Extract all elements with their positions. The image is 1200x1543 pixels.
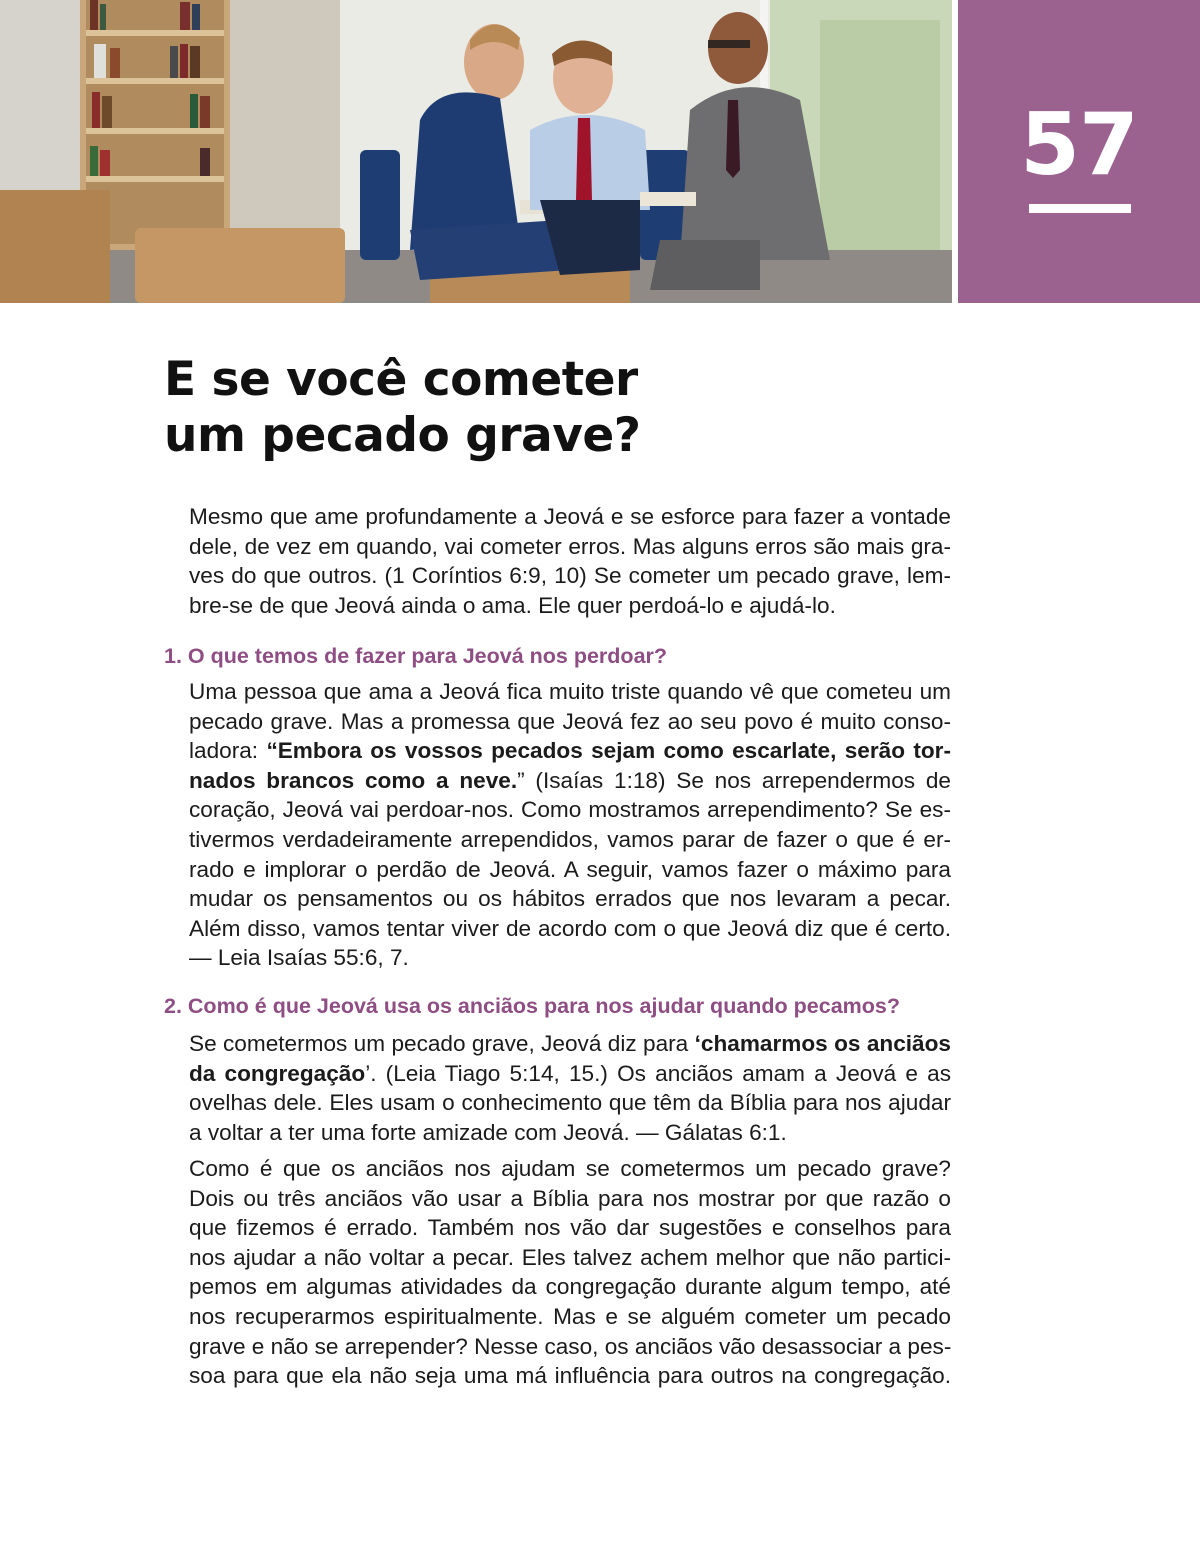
question-heading-2: 2. Como é que Jeová usa os anciãos para nos ajudar quando pecamos? — [164, 994, 900, 1018]
scripture-quote: da congregação — [189, 1060, 366, 1086]
header-photo — [0, 0, 952, 303]
lesson-number: 57 — [1020, 95, 1138, 195]
section1-paragraph — [189, 677, 951, 973]
text-line: pemos em algumas atividades da congregação durante algum tempo, até — [189, 1274, 951, 1300]
page-title — [164, 352, 884, 464]
text-line: Uma pessoa que ama a Jeová fica muito triste quando vê que cometeu um — [189, 679, 951, 704]
scripture-quote: nados brancos como a neve. — [189, 767, 518, 793]
text-line — [189, 766, 951, 796]
text-line: nos recuperarmos espiritualmente. Mas e se alguém cometer um pecado — [189, 1303, 951, 1329]
text-line: Dois ou três anciãos vão usar a Bíblia para nos mostrar por que razão o — [189, 1185, 951, 1211]
text-line: nos ajudar a não voltar a pecar. Eles talvez achem melhor que não partici- — [189, 1244, 951, 1270]
text-run: ’. (Leia Tiago 5:14, 15.) Os anciãos amam a Jeová e as — [365, 1060, 951, 1086]
text-line: Além disso, vamos tentar viver de acordo com o que Jeová diz que é certo. — [189, 915, 951, 941]
scripture-quote: ‘chamarmos os anciãos — [694, 1031, 951, 1056]
title-line: E se você cometer — [164, 352, 638, 407]
text-line: coração, Jeová vai perdoar-nos. Como mostramos arrependimento? Se es- — [189, 797, 951, 823]
text-line: ovelhas dele. Eles usam o conhecimento que têm da Bíblia para nos ajudar — [189, 1090, 951, 1116]
text-line: dele, de vez em quando, vai cometer erros. Mas alguns erros são mais gra- — [189, 533, 951, 559]
section2-paragraph-2 — [189, 1154, 951, 1391]
text-line: ves do que outros. (1 Coríntios 6:9, 10) Se cometer um pecado grave, lem- — [189, 563, 951, 589]
text-line: soa para que ela não seja uma má influência para outros na congregação. — [189, 1363, 951, 1389]
text-run: ” (Isaías 1:18) Se nos arrependermos de — [517, 767, 951, 793]
lesson-number-block — [958, 0, 1200, 303]
text-line — [189, 1059, 951, 1089]
lesson-number-underline — [1029, 204, 1131, 213]
section2-paragraph-1 — [189, 1029, 951, 1147]
text-line: — Leia Isaías 55:6, 7. — [189, 945, 409, 971]
text-line: tivermos verdadeiramente arrependidos, vamos parar de fazer o que é er- — [189, 826, 951, 852]
text-line — [189, 1029, 951, 1059]
elders-meeting-illustration — [0, 0, 952, 303]
text-line: Mesmo que ame profundamente a Jeová e se esforce para fazer a vontade — [189, 504, 951, 529]
text-line: que fizemos é errado. Também nos vão dar sugestões e conselhos para — [189, 1215, 951, 1241]
intro-paragraph — [189, 502, 951, 620]
text-line: mudar os pensamentos ou os hábitos errados que nos levaram a pecar. — [189, 886, 951, 912]
text-run: Se cometermos um pecado grave, Jeová diz para — [189, 1031, 695, 1056]
text-line: pecado grave. Mas a promessa que Jeová fez ao seu povo é muito conso- — [189, 708, 951, 734]
question-heading-1: 1. O que temos de fazer para Jeová nos perdoar? — [164, 644, 668, 668]
title-line: um pecado grave? — [164, 408, 641, 463]
text-line: a voltar a ter uma forte amizade com Jeová. — Gálatas 6:1. — [189, 1119, 787, 1145]
text-line: rado e implorar o perdão de Jeová. A seguir, vamos fazer o máximo para — [189, 856, 951, 882]
text-line: bre-se de que Jeová ainda o ama. Ele quer perdoá-lo e ajudá-lo. — [189, 592, 836, 618]
scripture-quote: “Embora os vossos pecados sejam como escarlate, serão tor- — [266, 738, 951, 764]
text-run: ladora: — [189, 738, 267, 764]
text-line — [189, 736, 951, 766]
text-line: Como é que os anciãos nos ajudam se cometermos um pecado grave? — [189, 1156, 951, 1181]
text-line: grave e não se arrepender? Nesse caso, os anciãos vão desassociar a pes- — [189, 1333, 952, 1359]
